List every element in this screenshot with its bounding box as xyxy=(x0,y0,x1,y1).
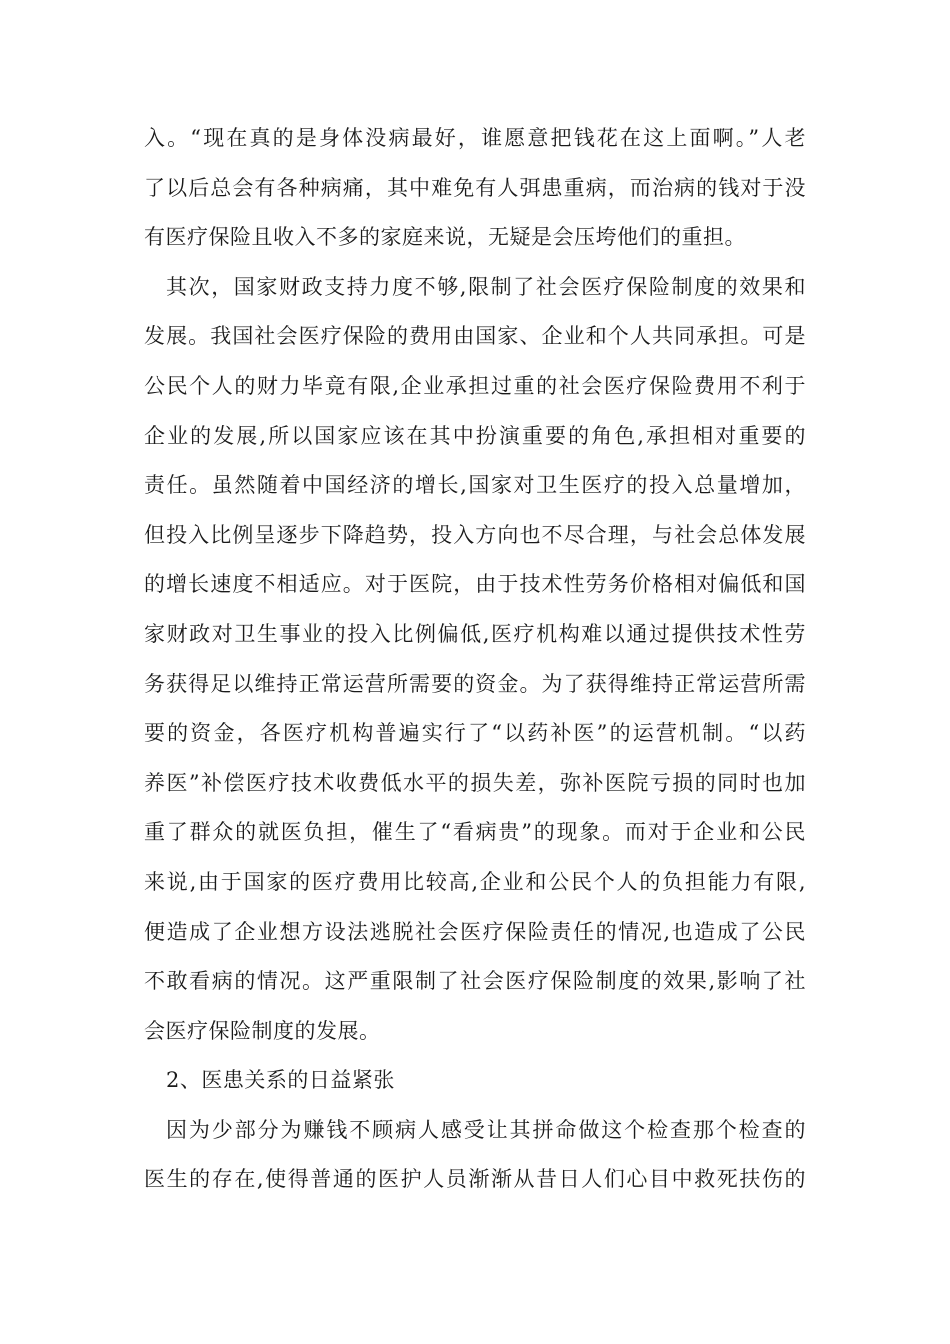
text-line: 家财政对卫生事业的投入比例偏低,医疗机构难以通过提供技术性劳 xyxy=(144,621,806,646)
text-line: 来说,由于国家的医疗费用比较高,企业和公民个人的负担能力有限, xyxy=(144,869,806,894)
text-line: 入。“现在真的是身体没病最好，谁愿意把钱花在这上面啊。”人老 xyxy=(144,126,806,150)
text-line: 重了群众的就医负担，催生了“看病贵”的现象。而对于企业和公民 xyxy=(144,820,806,845)
text-line: 企业的发展,所以国家应该在其中扮演重要的角色,承担相对重要的 xyxy=(144,423,806,448)
text-line: 了以后总会有各种病痛，其中难免有人弭患重病，而治病的钱对于没 xyxy=(144,175,806,200)
text-line: 便造成了企业想方设法逃脱社会医疗保险责任的情况,也造成了公民 xyxy=(144,919,806,944)
text-line: 不敢看病的情况。这严重限制了社会医疗保险制度的效果,影响了社 xyxy=(144,969,806,994)
text-line: 会医疗保险制度的发展。 xyxy=(144,1018,381,1043)
paragraph-start-line: 因为少部分为赚钱不顾病人感受让其拼命做这个检查那个检查的 xyxy=(166,1117,806,1142)
text-line: 要的资金，各医疗机构普遍实行了“以药补医”的运营机制。“以药 xyxy=(144,721,806,746)
body-text xyxy=(144,114,806,1205)
text-line: 养医”补偿医疗技术收费低水平的损失差，弥补医院亏损的同时也加 xyxy=(144,770,806,795)
text-line: 公民个人的财力毕竟有限,企业承担过重的社会医疗保险费用不利于 xyxy=(144,373,806,398)
paragraph-start-line: 其次，国家财政支持力度不够,限制了社会医疗保险制度的效果和 xyxy=(166,274,806,299)
section-heading: 2、医患关系的日益紧张 xyxy=(166,1068,395,1093)
text-line: 责任。虽然随着中国经济的增长,国家对卫生医疗的投入总量增加， xyxy=(144,473,806,498)
text-line: 有医疗保险且收入不多的家庭来说，无疑是会压垮他们的重担。 xyxy=(144,225,746,250)
text-line: 务获得足以维持正常运营所需要的资金。为了获得维持正常运营所需 xyxy=(144,671,806,696)
text-line: 但投入比例呈逐步下降趋势，投入方向也不尽合理，与社会总体发展 xyxy=(144,522,806,547)
text-line: 医生的存在,使得普通的医护人员渐渐从昔日人们心目中救死扶伤的 xyxy=(144,1167,806,1192)
text-line: 的增长速度不相适应。对于医院，由于技术性劳务价格相对偏低和国 xyxy=(144,572,806,597)
text-line: 发展。我国社会医疗保险的费用由国家、企业和个人共同承担。可是 xyxy=(144,324,806,349)
